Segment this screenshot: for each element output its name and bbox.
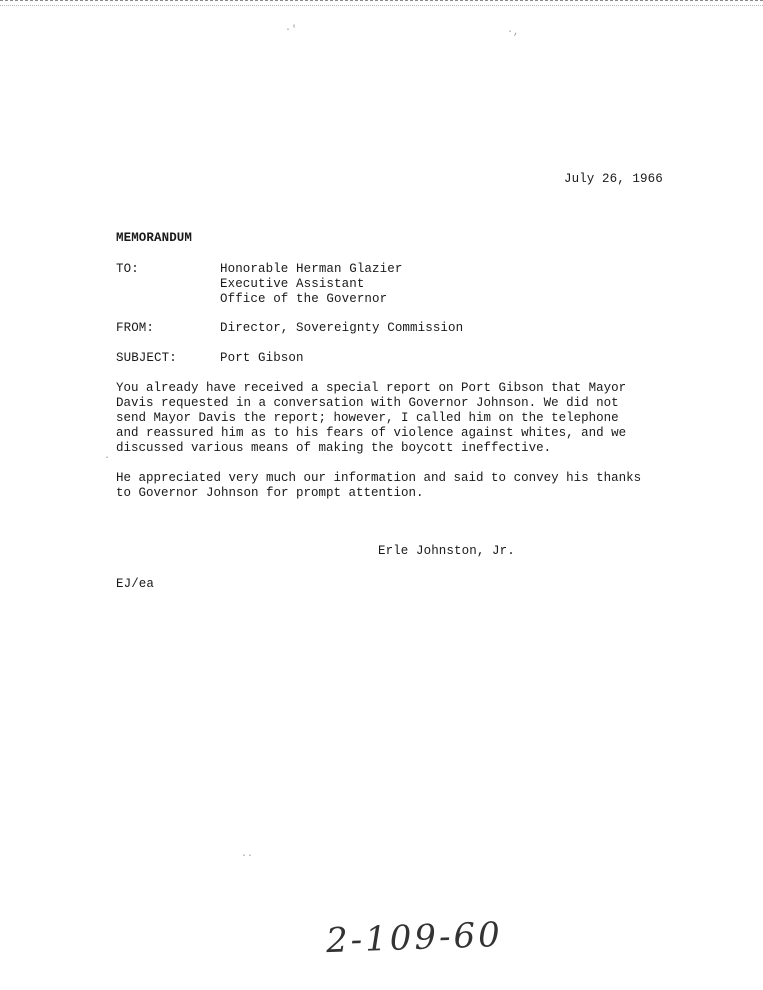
signature: Erle Johnston, Jr. <box>378 544 515 558</box>
body-paragraph: You already have received a special report on Port Gibson that Mayor Davis requested in a conversation with Governor Johnson. We did not send Mayor Davis the report; however, I called him on the telephone and reassured him as to his fears of violence against whites, and we discussed various means of making the boycott ineffective. <box>116 381 627 455</box>
scan-speck: ·· <box>241 851 254 862</box>
scan-speck: ·' <box>285 25 298 36</box>
from-value: Director, Sovereignty Commission <box>220 321 464 335</box>
from-label: FROM: <box>116 321 155 335</box>
memo-heading: MEMORANDUM <box>116 231 193 245</box>
to-recipient-office: Office of the Governor <box>220 292 388 306</box>
subject-label: SUBJECT: <box>116 351 177 365</box>
to-recipient-name: Honorable Herman Glazier <box>220 262 403 276</box>
handwritten-file-number: 2-109-60 <box>325 914 504 962</box>
to-label: TO: <box>116 262 139 276</box>
typist-initials: EJ/ea <box>116 577 155 591</box>
scan-speck: . <box>104 451 111 462</box>
body-paragraph: He appreciated very much our information and said to convey his thanks to Governor Johnson for prompt attention. <box>116 471 642 500</box>
memo-date: July 26, 1966 <box>564 172 663 186</box>
to-recipient-title: Executive Assistant <box>220 277 365 291</box>
page-top-edge <box>0 0 763 6</box>
scan-speck: ·, <box>507 27 520 38</box>
subject-value: Port Gibson <box>220 351 304 365</box>
